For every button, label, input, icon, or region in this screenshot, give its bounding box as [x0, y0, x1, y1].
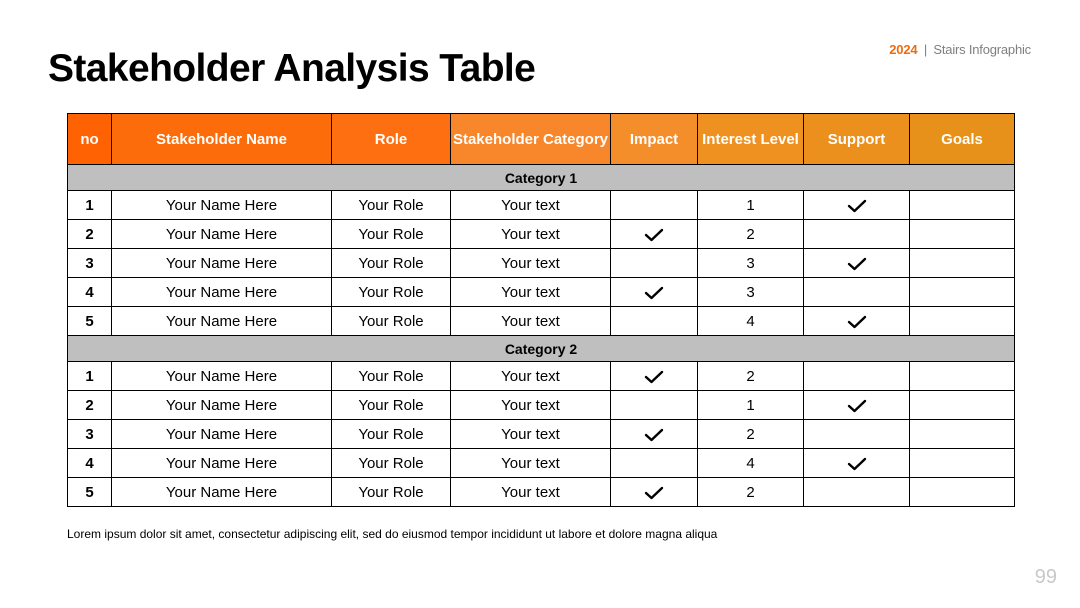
cell-goals	[910, 362, 1015, 391]
cell-no: 5	[68, 307, 112, 336]
checkmark-icon	[644, 426, 664, 443]
cell-impact	[611, 391, 698, 420]
cell-impact	[611, 278, 698, 307]
cell-goals	[910, 420, 1015, 449]
cell-role: Your Role	[332, 307, 451, 336]
category-row	[68, 336, 1015, 362]
table-row	[68, 391, 1015, 420]
cell-goals	[910, 307, 1015, 336]
cell-stakeholder-category: Your text	[451, 362, 611, 391]
brand-separator: |	[923, 42, 927, 57]
table-row	[68, 249, 1015, 278]
cell-stakeholder-category: Your text	[451, 307, 611, 336]
cell-support	[804, 478, 910, 507]
header-interest-level: Interest Level	[698, 114, 804, 165]
cell-role: Your Role	[332, 478, 451, 507]
cell-goals	[910, 449, 1015, 478]
header-impact: Impact	[611, 114, 698, 165]
category-label: Category 1	[68, 165, 1015, 191]
cell-stakeholder-category: Your text	[451, 191, 611, 220]
cell-goals	[910, 478, 1015, 507]
cell-interest-level: 2	[698, 420, 804, 449]
table-row	[68, 449, 1015, 478]
table-row	[68, 478, 1015, 507]
cell-stakeholder-category: Your text	[451, 449, 611, 478]
checkmark-icon	[847, 313, 867, 330]
cell-stakeholder-name: Your Name Here	[112, 191, 332, 220]
cell-interest-level: 3	[698, 249, 804, 278]
cell-impact	[611, 249, 698, 278]
header-role: Role	[332, 114, 451, 165]
cell-stakeholder-category: Your text	[451, 220, 611, 249]
cell-stakeholder-name: Your Name Here	[112, 362, 332, 391]
cell-interest-level: 2	[698, 220, 804, 249]
cell-goals	[910, 191, 1015, 220]
header-support: Support	[804, 114, 910, 165]
header-goals: Goals	[910, 114, 1015, 165]
cell-support	[804, 191, 910, 220]
cell-support	[804, 307, 910, 336]
cell-stakeholder-name: Your Name Here	[112, 307, 332, 336]
cell-impact	[611, 420, 698, 449]
header-stakeholder-name: Stakeholder Name	[112, 114, 332, 165]
cell-goals	[910, 391, 1015, 420]
brand-name: Stairs Infographic	[933, 42, 1031, 57]
cell-support	[804, 220, 910, 249]
cell-role: Your Role	[332, 420, 451, 449]
cell-impact	[611, 191, 698, 220]
table-header-row	[68, 114, 1015, 165]
brand-tagline	[889, 42, 1031, 57]
stakeholder-table	[67, 113, 1015, 507]
cell-interest-level: 1	[698, 191, 804, 220]
checkmark-icon	[847, 397, 867, 414]
cell-stakeholder-category: Your text	[451, 278, 611, 307]
cell-role: Your Role	[332, 391, 451, 420]
cell-goals	[910, 278, 1015, 307]
cell-interest-level: 1	[698, 391, 804, 420]
cell-no: 1	[68, 362, 112, 391]
cell-stakeholder-category: Your text	[451, 249, 611, 278]
category-label: Category 2	[68, 336, 1015, 362]
brand-year: 2024	[889, 42, 918, 57]
cell-no: 3	[68, 249, 112, 278]
cell-support	[804, 249, 910, 278]
cell-stakeholder-category: Your text	[451, 391, 611, 420]
checkmark-icon	[644, 484, 664, 501]
cell-goals	[910, 220, 1015, 249]
cell-interest-level: 4	[698, 307, 804, 336]
page-title: Stakeholder Analysis Table	[48, 47, 536, 90]
footnote-text: Lorem ipsum dolor sit amet, consectetur adipiscing elit, sed do eiusmod tempor incididunt ut labore et dolore magna aliqua	[67, 527, 718, 541]
cell-impact	[611, 478, 698, 507]
table-row	[68, 307, 1015, 336]
cell-stakeholder-name: Your Name Here	[112, 420, 332, 449]
cell-no: 4	[68, 449, 112, 478]
cell-no: 2	[68, 220, 112, 249]
cell-role: Your Role	[332, 362, 451, 391]
cell-role: Your Role	[332, 191, 451, 220]
checkmark-icon	[644, 284, 664, 301]
cell-impact	[611, 307, 698, 336]
category-row	[68, 165, 1015, 191]
cell-no: 1	[68, 191, 112, 220]
cell-impact	[611, 362, 698, 391]
checkmark-icon	[847, 455, 867, 472]
cell-support	[804, 278, 910, 307]
cell-interest-level: 4	[698, 449, 804, 478]
table-row	[68, 191, 1015, 220]
cell-support	[804, 420, 910, 449]
table-row	[68, 220, 1015, 249]
checkmark-icon	[847, 255, 867, 272]
cell-support	[804, 391, 910, 420]
cell-stakeholder-name: Your Name Here	[112, 478, 332, 507]
cell-impact	[611, 220, 698, 249]
cell-stakeholder-category: Your text	[451, 478, 611, 507]
cell-no: 5	[68, 478, 112, 507]
cell-role: Your Role	[332, 449, 451, 478]
table-row	[68, 362, 1015, 391]
header-no: no	[68, 114, 112, 165]
cell-role: Your Role	[332, 220, 451, 249]
cell-interest-level: 2	[698, 478, 804, 507]
cell-stakeholder-name: Your Name Here	[112, 391, 332, 420]
page-number: 99	[1034, 566, 1057, 588]
cell-stakeholder-name: Your Name Here	[112, 220, 332, 249]
cell-support	[804, 362, 910, 391]
cell-interest-level: 2	[698, 362, 804, 391]
cell-no: 4	[68, 278, 112, 307]
cell-goals	[910, 249, 1015, 278]
cell-stakeholder-category: Your text	[451, 420, 611, 449]
cell-stakeholder-name: Your Name Here	[112, 278, 332, 307]
cell-role: Your Role	[332, 278, 451, 307]
checkmark-icon	[644, 226, 664, 243]
cell-no: 2	[68, 391, 112, 420]
table-row	[68, 278, 1015, 307]
checkmark-icon	[644, 368, 664, 385]
table-body	[68, 165, 1015, 507]
table-row	[68, 420, 1015, 449]
cell-role: Your Role	[332, 249, 451, 278]
checkmark-icon	[847, 197, 867, 214]
cell-interest-level: 3	[698, 278, 804, 307]
cell-support	[804, 449, 910, 478]
cell-stakeholder-name: Your Name Here	[112, 449, 332, 478]
header-stakeholder-category: Stakeholder Category	[451, 114, 611, 165]
cell-stakeholder-name: Your Name Here	[112, 249, 332, 278]
cell-no: 3	[68, 420, 112, 449]
cell-impact	[611, 449, 698, 478]
